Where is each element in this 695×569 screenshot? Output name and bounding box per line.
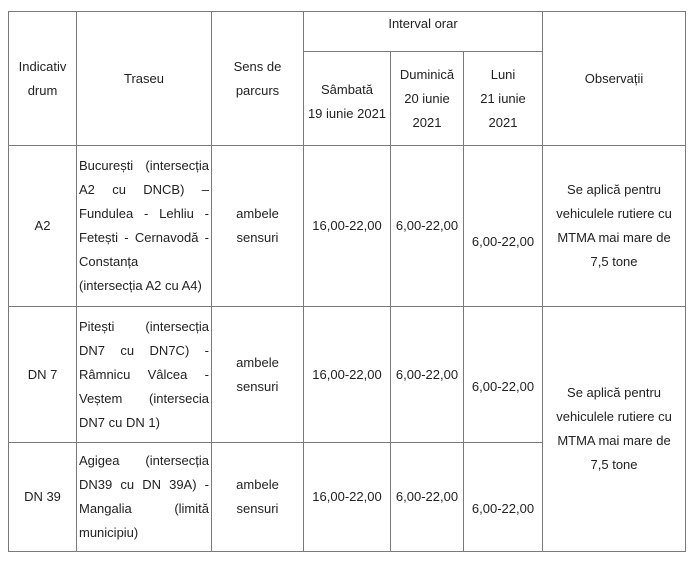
cell-sambata: 16,00-22,00 (304, 146, 391, 307)
cell-observatii: Se aplică pentru vehiculele rutiere cu MTMA mai mare de 7,5 tone (543, 307, 686, 552)
header-luni: Luni 21 iunie 2021 (464, 52, 543, 146)
header-observatii: Observații (543, 12, 686, 146)
header-traseu: Traseu (77, 12, 212, 146)
cell-luni: 6,00-22,00 (464, 307, 543, 443)
cell-traseu: Agigea (intersecția DN39 cu DN 39A) - Mangalia (limită municipiu) (77, 443, 212, 552)
cell-duminica: 6,00-22,00 (391, 146, 464, 307)
cell-duminica: 6,00-22,00 (391, 307, 464, 443)
restriction-table (8, 11, 686, 552)
header-indicativ-drum: Indicativ drum (9, 12, 77, 146)
cell-duminica: 6,00-22,00 (391, 443, 464, 552)
header-sens-parcurs: Sens de parcurs (212, 12, 304, 146)
header-row-1 (9, 12, 686, 52)
header-sambata: Sâmbată 19 iunie 2021 (304, 52, 391, 146)
cell-drum: DN 39 (9, 443, 77, 552)
header-interval-orar: Interval orar (304, 12, 543, 52)
table-row (9, 146, 686, 307)
cell-sens: ambele sensuri (212, 307, 304, 443)
cell-traseu: Pitești (intersecția DN7 cu DN7C) - Râmnicu Vâlcea - Veștem (intersecia DN7 cu DN 1) (77, 307, 212, 443)
cell-drum: A2 (9, 146, 77, 307)
table-row (9, 307, 686, 443)
cell-sens: ambele sensuri (212, 146, 304, 307)
header-duminica: Duminică 20 iunie 2021 (391, 52, 464, 146)
cell-luni: 6,00-22,00 (464, 443, 543, 552)
cell-drum: DN 7 (9, 307, 77, 443)
cell-sambata: 16,00-22,00 (304, 443, 391, 552)
cell-luni: 6,00-22,00 (464, 146, 543, 307)
cell-traseu: București (intersecția A2 cu DNCB) – Fundulea - Lehliu - Fetești - Cernavodă - Constanța (intersecția A2 cu A4) (77, 146, 212, 307)
cell-sens: ambele sensuri (212, 443, 304, 552)
cell-observatii: Se aplică pentru vehiculele rutiere cu MTMA mai mare de 7,5 tone (543, 146, 686, 307)
cell-sambata: 16,00-22,00 (304, 307, 391, 443)
